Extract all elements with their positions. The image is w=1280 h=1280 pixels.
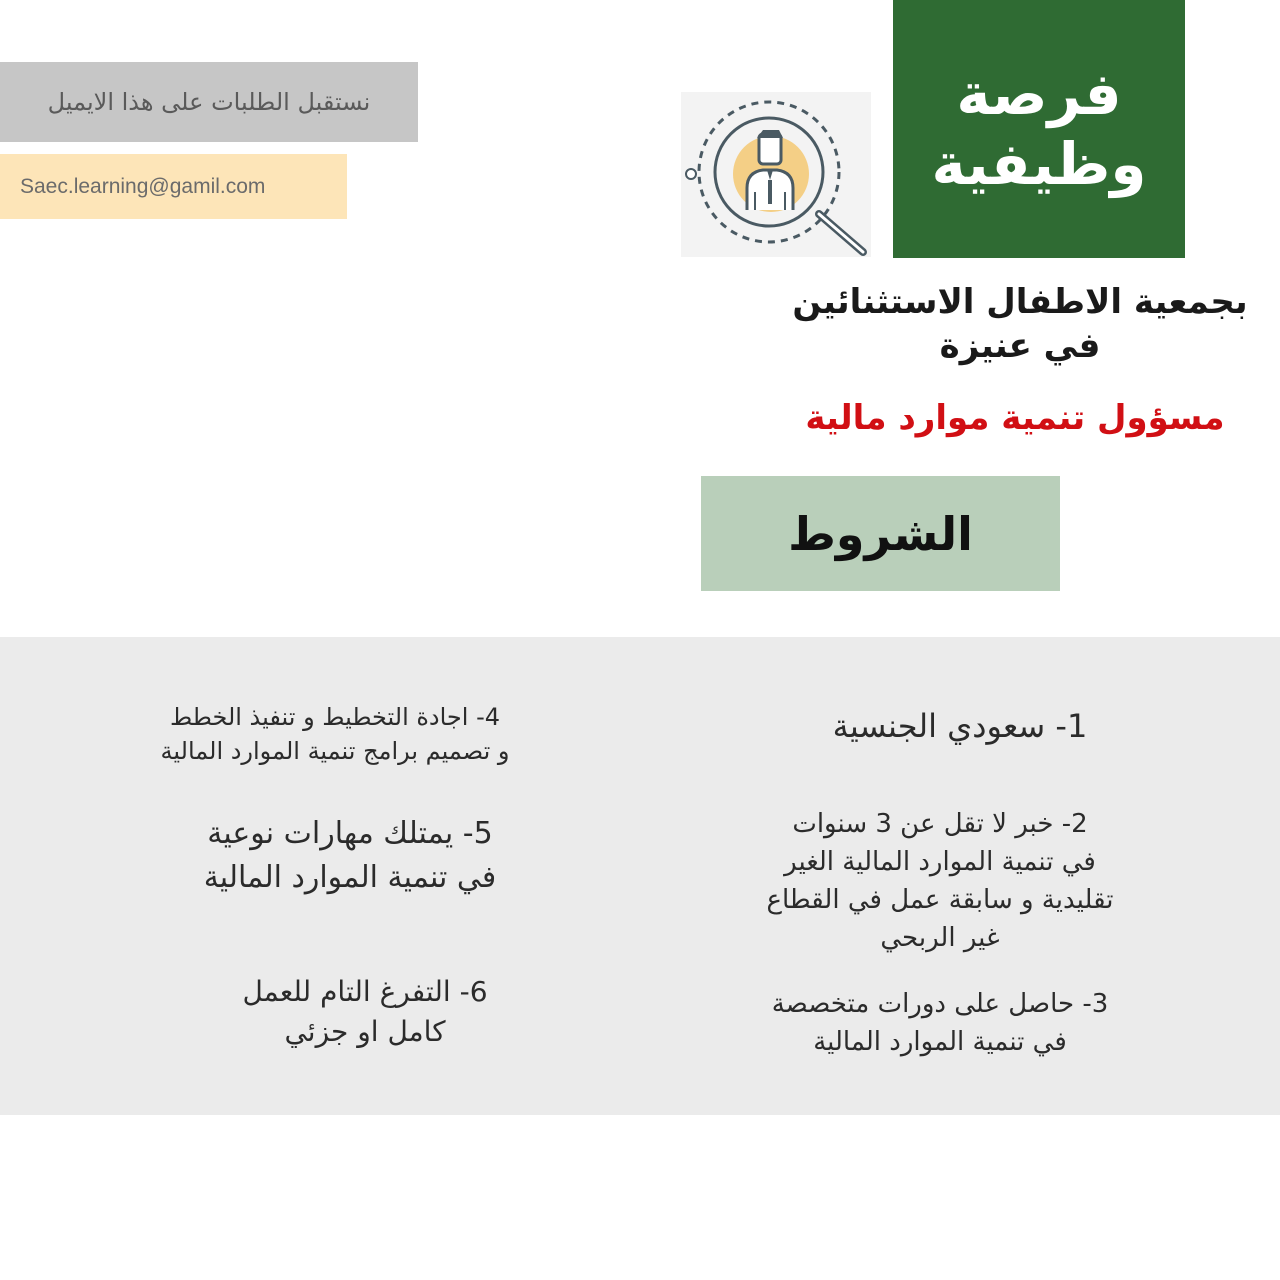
requirement-5-line-1: 5- يمتلك مهارات نوعية <box>207 816 493 851</box>
requirement-3-line-1: 3- حاصل على دورات متخصصة <box>771 989 1109 1019</box>
requirement-2 <box>700 805 1180 957</box>
requirement-4 <box>90 700 580 768</box>
requirement-2-line-3: تقليدية و سابقة عمل في القطاع <box>766 885 1114 915</box>
magnifier-person-icon <box>681 92 871 257</box>
requirement-2-line-2: في تنمية الموارد المالية الغير <box>784 847 1096 877</box>
organization-name <box>780 280 1260 368</box>
job-opportunity-title <box>893 0 1185 258</box>
organization-name-line-2: في عنيزة <box>939 326 1101 366</box>
requirement-2-line-1: 2- خبر لا تقل عن 3 سنوات <box>792 809 1088 839</box>
organization-name-line-1: بجمعية الاطفال الاستثنائين <box>792 282 1248 322</box>
requirement-3 <box>700 985 1180 1061</box>
email-note: نستقبل الطلبات على هذا الايميل <box>0 62 418 142</box>
requirement-6 <box>140 972 590 1052</box>
conditions-header: الشروط <box>701 476 1060 591</box>
requirement-4-line-1: 4- اجادة التخطيط و تنفيذ الخطط <box>169 703 501 731</box>
requirement-5 <box>90 812 610 900</box>
email-address[interactable]: Saec.learning@gamil.com <box>0 154 347 219</box>
title-line-2: وظيفية <box>931 130 1147 198</box>
requirement-1-line-1: 1- سعودي الجنسية <box>832 707 1088 745</box>
requirement-4-line-2: و تصميم برامج تنمية الموارد المالية <box>160 737 510 765</box>
requirement-1 <box>720 700 1200 752</box>
requirement-3-line-2: في تنمية الموارد المالية <box>813 1027 1067 1057</box>
job-title: مسؤول تنمية موارد مالية <box>805 398 1225 438</box>
requirement-5-line-2: في تنمية الموارد المالية <box>203 860 497 895</box>
requirement-2-line-4: غير الربحي <box>880 923 1000 953</box>
requirement-6-line-1: 6- التفرغ التام للعمل <box>242 975 488 1008</box>
title-line-1: فرصة <box>956 60 1122 128</box>
requirement-6-line-2: كامل او جزئي <box>284 1015 446 1048</box>
